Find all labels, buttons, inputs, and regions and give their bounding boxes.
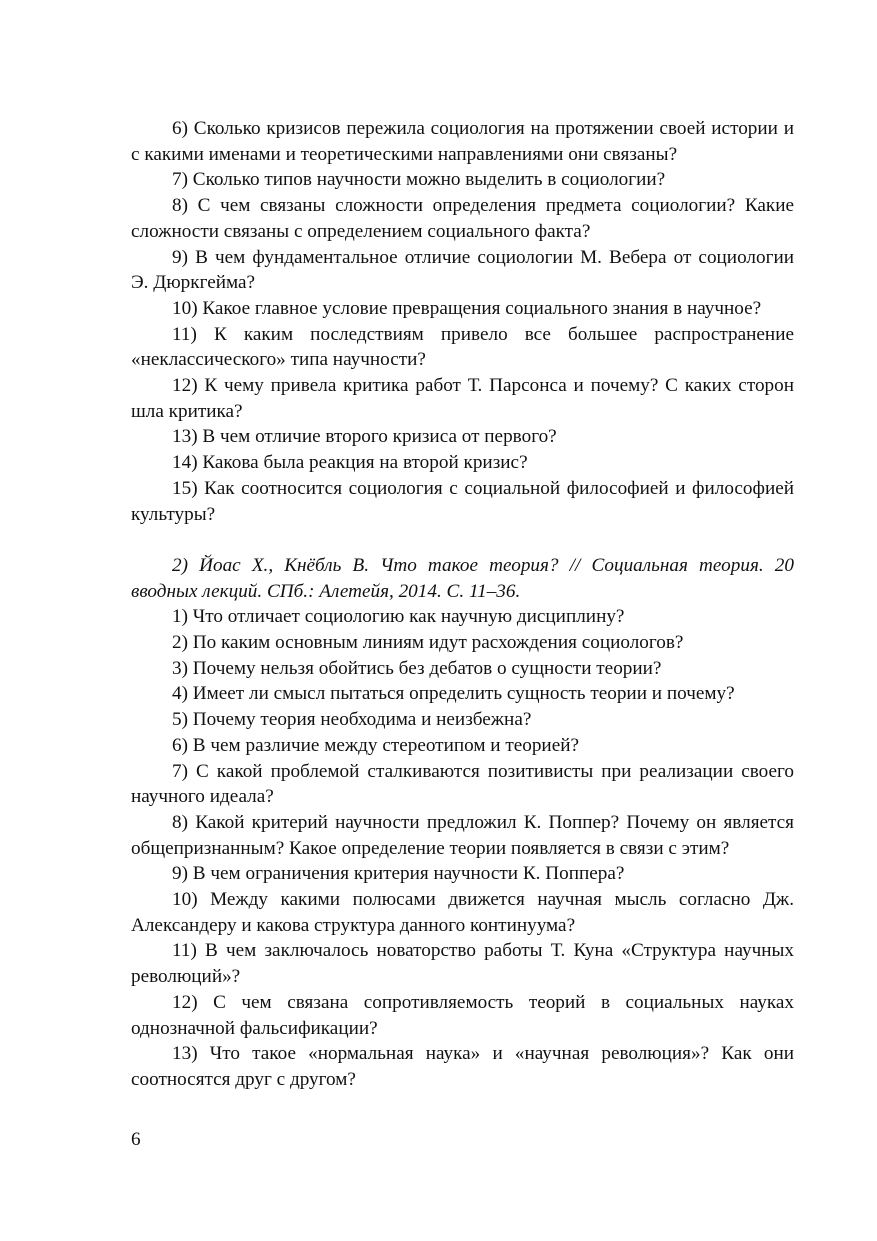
question-item: 14) Какова была реакция на второй кризис? bbox=[172, 452, 528, 474]
question-item: 7) Сколько типов научности можно выделить в социологии? bbox=[172, 169, 666, 191]
question-item: 10) Между какими полюсами движется научная мысль согласно Дж. Александеру и какова структура данного континуума? bbox=[131, 889, 794, 936]
question-item: 15) Как соотносится социология с социальной философией и философией культуры? bbox=[131, 477, 794, 525]
question-item: 12) К чему привела критика работ Т. Парсонса и почему? С каких сторон шла критика? bbox=[131, 375, 794, 422]
question-item: 5) Почему теория необходима и неизбежна? bbox=[172, 709, 532, 731]
section-gap bbox=[131, 527, 794, 553]
question-item: 9) В чем ограничения критерия научности К. Поппера? bbox=[172, 863, 625, 885]
reference-citation: 2) Йоас Х., Кнёбль В. Что такое теория? // Социальная теория. 20 вводных лекций. СПб.: Алетейя, 2014. С. 11–36. bbox=[131, 554, 794, 602]
question-item: 9) В чем фундаментальное отличие социологии М. Вебера от социологии Э. Дюркгейма? bbox=[131, 246, 794, 294]
question-item: 2) По каким основным линиям идут расхождения социологов? bbox=[172, 632, 684, 654]
main-text bbox=[131, 116, 794, 1093]
question-item: 7) С какой проблемой сталкиваются позитивисты при реализации своего научного идеала? bbox=[131, 760, 794, 808]
question-item: 6) В чем различие между стереотипом и теорией? bbox=[172, 734, 579, 756]
page-number: 6 bbox=[131, 1129, 141, 1150]
question-item: 11) В чем заключалось новаторство работы Т. Куна «Структура научных революций»? bbox=[131, 940, 794, 988]
question-item: 10) Какое главное условие превращения социального знания в научное? bbox=[172, 297, 762, 319]
question-item: 8) Какой критерий научности предложил К. Поппер? Почему он является общепризнанным? Какое определение теории появляется в связи с этим? bbox=[131, 811, 794, 859]
question-item: 4) Имеет ли смысл пытаться определить сущность теории и почему? bbox=[172, 683, 735, 705]
question-item: 13) В чем отличие второго кризиса от первого? bbox=[172, 426, 557, 448]
question-item: 11) К каким последствиям привело все большее распространение «неклассического» типа научности? bbox=[131, 323, 794, 371]
question-item: 8) С чем связаны сложности определения предмета социологии? Какие сложности связаны с определением социального факта? bbox=[131, 195, 794, 242]
question-item: 6) Сколько кризисов пережила социология на протяжении своей истории и с какими именами и теоретическими направлениями они связаны? bbox=[131, 118, 794, 165]
question-item: 1) Что отличает социологию как научную дисциплину? bbox=[172, 606, 625, 628]
question-item: 13) Что такое «нормальная наука» и «научная революция»? Как они соотносятся друг с другом? bbox=[131, 1043, 794, 1090]
question-item: 12) С чем связана сопротивляемость теорий в социальных науках однозначной фальсификации? bbox=[131, 991, 794, 1039]
question-item: 3) Почему нельзя обойтись без дебатов о сущности теории? bbox=[172, 657, 662, 679]
